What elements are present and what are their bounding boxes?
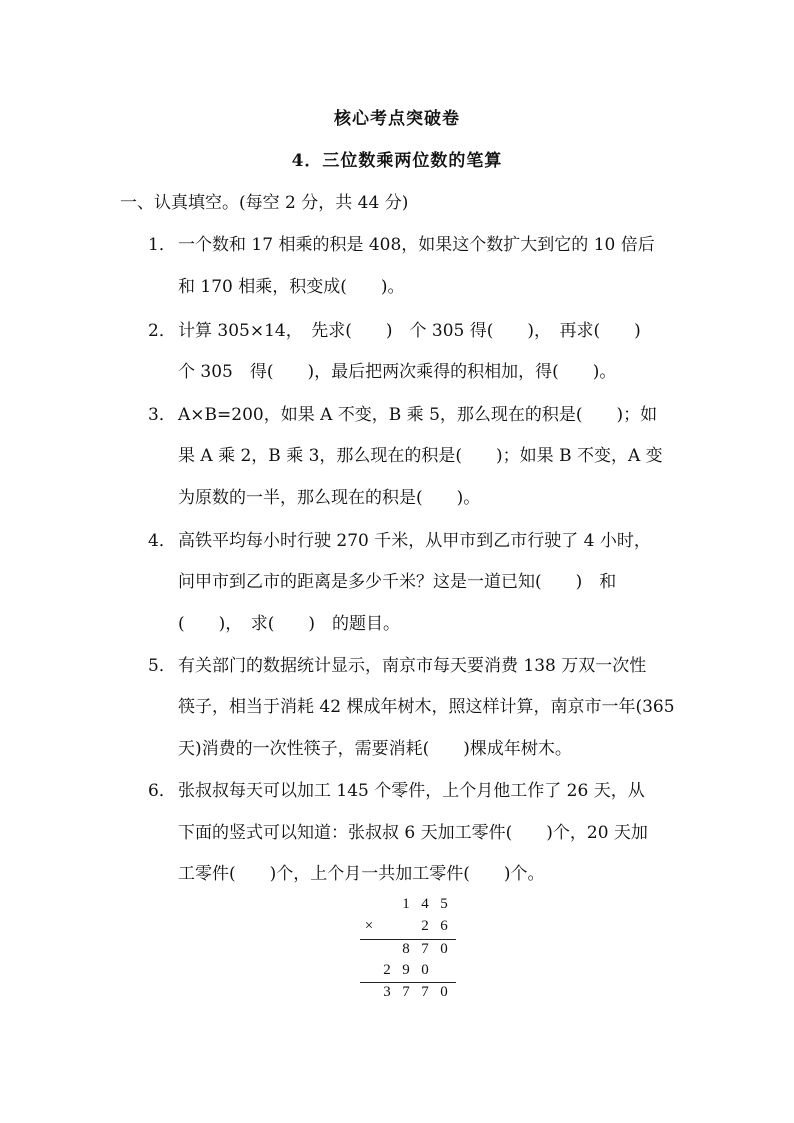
question-text: 天)消费的一次性筷子，需要消耗( )棵成年树木。 [178, 739, 572, 759]
digit: 6 [440, 918, 448, 934]
question-text: 为原数的一半，那么现在的积是( )。 [178, 488, 481, 508]
question-text: 有关部门的数据统计显示，南京市每天要消费 138 万双一次性 [178, 656, 647, 676]
question-text: 工零件( )个，上个月一共加工零件( )个。 [178, 864, 545, 884]
times-sign: × [364, 918, 374, 934]
question-number: 3． [148, 405, 176, 425]
question-text: 张叔叔每天可以加工 145 个零件，上个月他工作了 26 天，从 [178, 781, 645, 801]
digit: 0 [421, 962, 429, 978]
question-text: ( )， 求( ) 的题目。 [178, 614, 401, 634]
question-number: 4． [148, 531, 176, 551]
question-text: 筷子，相当于消耗 42 棵成年树木，照这样计算，南京市一年(365 [178, 697, 675, 717]
digit: 8 [402, 941, 410, 957]
question-text: 计算 305×14， 先求( ) 个 305 得( )， 再求( ) [178, 321, 641, 341]
digit: 4 [421, 896, 429, 912]
digit: 0 [440, 984, 448, 1000]
question-text: 问甲市到乙市的距离是多少千米？这是一道已知( ) 和 [178, 572, 617, 592]
digit: 7 [402, 984, 410, 1000]
page-title: 核心考点突破卷 [334, 109, 460, 129]
digit: 3 [383, 984, 391, 1000]
section-heading: 一、认真填空。(每空 2 分，共 44 分) [120, 193, 409, 213]
digit: 7 [421, 984, 429, 1000]
digit: 7 [421, 941, 429, 957]
question-number: 5． [148, 656, 176, 676]
question-number: 6． [148, 781, 176, 801]
digit: 2 [421, 918, 429, 934]
digit: 0 [440, 941, 448, 957]
question-text: 下面的竖式可以知道：张叔叔 6 天加工零件( )个，20 天加 [178, 823, 648, 843]
page-subtitle: 4．三位数乘两位数的笔算 [291, 151, 503, 171]
question-text: 一个数和 17 相乘的积是 408，如果这个数扩大到它的 10 倍后 [178, 235, 655, 255]
question-text: A×B=200，如果 A 不变，B 乘 5，那么现在的积是( )；如 [178, 405, 658, 425]
question-text: 高铁平均每小时行驶 270 千米，从甲市到乙市行驶了 4 小时， [178, 531, 651, 551]
digit: 1 [402, 896, 410, 912]
digit: 5 [440, 896, 448, 912]
digit: 2 [383, 962, 391, 978]
digit: 9 [402, 962, 410, 978]
question-number: 2． [148, 321, 176, 341]
divider-line [360, 939, 456, 940]
question-text: 和 170 相乘，积变成( )。 [178, 277, 405, 297]
question-number: 1． [148, 235, 176, 255]
divider-line [360, 982, 456, 983]
question-text: 果 A 乘 2，B 乘 3，那么现在的积是( )；如果 B 不变，A 变 [178, 446, 663, 466]
question-text: 个 305 得( )，最后把两次乘得的积相加，得( )。 [178, 362, 617, 382]
